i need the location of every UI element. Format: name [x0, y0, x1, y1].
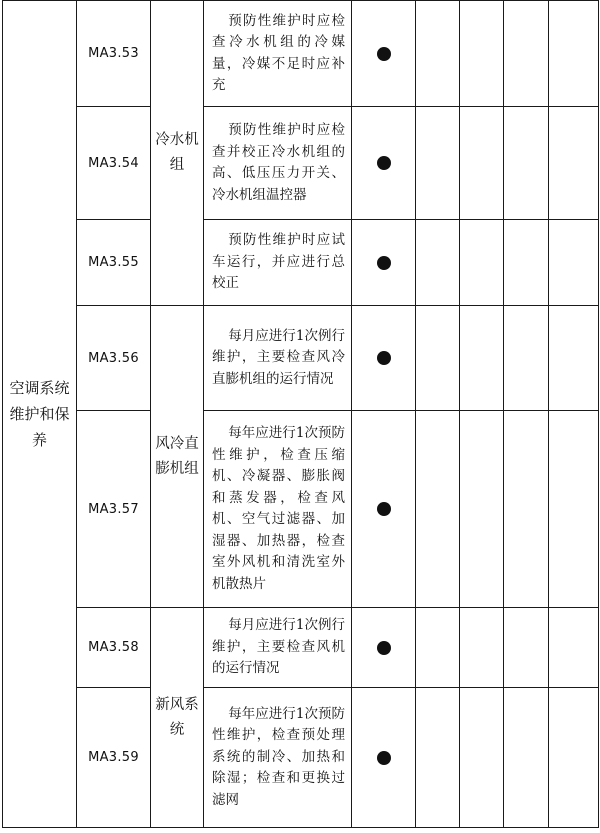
empty-cell [504, 1, 549, 107]
item-description: 每月应进行1次例行维护，主要检查风机的运行情况 [204, 608, 352, 688]
filled-dot-icon [377, 751, 391, 765]
item-code: MA3.56 [77, 306, 151, 411]
applicable-mark-cell [352, 688, 416, 828]
empty-cell [504, 220, 549, 306]
filled-dot-icon [377, 256, 391, 270]
empty-cell [460, 688, 504, 828]
empty-cell [460, 411, 504, 608]
table-row [3, 220, 599, 306]
subsystem-cell [151, 608, 204, 828]
empty-cell [504, 107, 549, 220]
empty-cell [416, 411, 460, 608]
item-code: MA3.55 [77, 220, 151, 306]
applicable-mark-cell [352, 1, 416, 107]
empty-cell [416, 107, 460, 220]
filled-dot-icon [377, 47, 391, 61]
category-cell [3, 1, 77, 828]
empty-cell [460, 1, 504, 107]
item-code: MA3.53 [77, 1, 151, 107]
filled-dot-icon [377, 351, 391, 365]
item-description: 每月应进行1次例行维护，主要检查风冷直膨机组的运行情况 [204, 306, 352, 411]
empty-cell [460, 107, 504, 220]
table-row [3, 608, 599, 688]
applicable-mark-cell [352, 107, 416, 220]
category-label: 空调系统维护和保养 [9, 379, 70, 449]
empty-cell [549, 608, 599, 688]
applicable-mark-cell [352, 411, 416, 608]
empty-cell [460, 608, 504, 688]
subsystem-label: 新风系统 [155, 696, 199, 738]
item-description: 预防性维护时应试车运行，并应进行总校正 [204, 220, 352, 306]
empty-cell [504, 688, 549, 828]
empty-cell [416, 1, 460, 107]
filled-dot-icon [377, 156, 391, 170]
item-code: MA3.59 [77, 688, 151, 828]
item-code: MA3.58 [77, 608, 151, 688]
item-description: 预防性维护时应检查冷水机组的冷媒量，冷媒不足时应补充 [204, 1, 352, 107]
empty-cell [416, 688, 460, 828]
empty-cell [549, 306, 599, 411]
empty-cell [504, 306, 549, 411]
empty-cell [460, 220, 504, 306]
table-row [3, 411, 599, 608]
item-description: 预防性维护时应检查并校正冷水机组的高、低压压力开关、冷水机组温控器 [204, 107, 352, 220]
subsystem-label: 风冷直膨机组 [155, 435, 199, 477]
filled-dot-icon [377, 502, 391, 516]
applicable-mark-cell [352, 306, 416, 411]
table-row [3, 306, 599, 411]
table-row [3, 1, 599, 107]
empty-cell [416, 220, 460, 306]
empty-cell [549, 688, 599, 828]
empty-cell [416, 608, 460, 688]
empty-cell [549, 411, 599, 608]
maintenance-table [2, 0, 599, 828]
subsystem-cell [151, 1, 204, 306]
empty-cell [549, 1, 599, 107]
subsystem-label: 冷水机组 [155, 132, 199, 173]
empty-cell [504, 411, 549, 608]
empty-cell [460, 306, 504, 411]
empty-cell [504, 608, 549, 688]
empty-cell [549, 107, 599, 220]
table-row [3, 688, 599, 828]
filled-dot-icon [377, 641, 391, 655]
subsystem-cell [151, 306, 204, 608]
item-code: MA3.54 [77, 107, 151, 220]
empty-cell [549, 220, 599, 306]
item-code: MA3.57 [77, 411, 151, 608]
item-description: 每年应进行1次预防性维护，检查压缩机、冷凝器、膨胀阀和蒸发器，检查风机、空气过滤器、加湿器、加热器，检查室外风机和清洗室外机散热片 [204, 411, 352, 608]
item-description: 每年应进行1次预防性维护，检查预处理系统的制冷、加热和除湿；检查和更换过滤网 [204, 688, 352, 828]
empty-cell [416, 306, 460, 411]
applicable-mark-cell [352, 608, 416, 688]
table-row [3, 107, 599, 220]
applicable-mark-cell [352, 220, 416, 306]
